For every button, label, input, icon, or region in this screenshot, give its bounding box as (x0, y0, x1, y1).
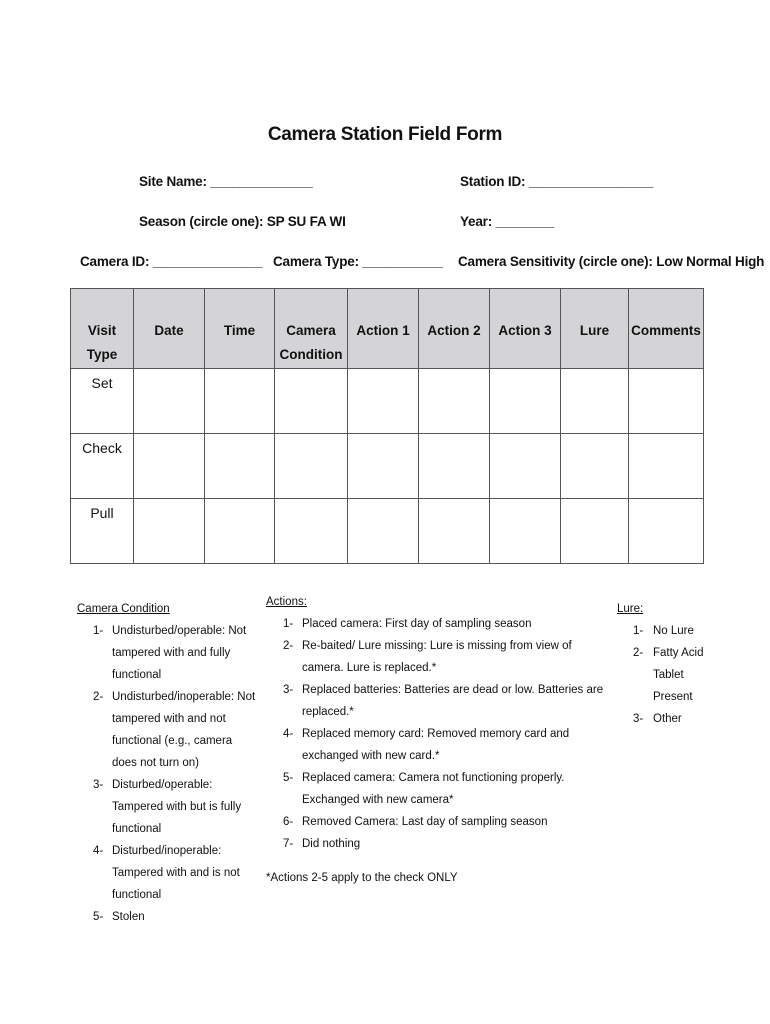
item-text: Did nothing (302, 838, 361, 850)
camera-condition-legend (77, 598, 257, 928)
item-number: 2- (93, 691, 104, 703)
item-text: Disturbed/inoperable: Tampered with and is not functional (112, 845, 240, 901)
list-item (93, 774, 257, 840)
column-header: Action 2 (419, 289, 490, 369)
list-item (283, 613, 606, 635)
item-number: 4- (93, 845, 104, 857)
list-item (633, 642, 707, 708)
table-cell[interactable] (205, 499, 275, 564)
table-cell[interactable] (275, 434, 348, 499)
actions-legend (266, 591, 606, 889)
item-number: 2- (633, 647, 644, 659)
item-text: Fatty Acid Tablet Present (653, 647, 704, 703)
camera-sensitivity-field[interactable]: Camera Sensitivity (circle one): Low Normal High (458, 254, 765, 269)
visit-type-cell: Set (71, 369, 134, 434)
table-cell[interactable] (205, 434, 275, 499)
table-cell[interactable] (561, 434, 629, 499)
season-field[interactable]: Season (circle one): SP SU FA WI (139, 214, 346, 229)
table-cell[interactable] (134, 499, 205, 564)
list-item (93, 686, 257, 774)
item-number: 1- (93, 625, 104, 637)
list-item (633, 620, 707, 642)
table-cell[interactable] (419, 434, 490, 499)
table-cell[interactable] (490, 434, 561, 499)
item-text: No Lure (653, 625, 694, 637)
list-item (283, 635, 606, 679)
list-item (283, 811, 606, 833)
item-text: Replaced camera: Camera not functioning properly. Exchanged with new camera* (302, 772, 565, 806)
camera-id-field[interactable]: Camera ID: _______________ (80, 254, 263, 269)
list-item (93, 906, 257, 928)
visit-type-cell: Check (71, 434, 134, 499)
table-cell[interactable] (348, 434, 419, 499)
table-cell[interactable] (490, 499, 561, 564)
table-cell[interactable] (205, 369, 275, 434)
table-cell[interactable] (275, 499, 348, 564)
column-header: Action 1 (348, 289, 419, 369)
table-cell[interactable] (561, 499, 629, 564)
table-cell[interactable] (629, 369, 704, 434)
lure-legend (617, 598, 707, 730)
column-header: Camera Condition (275, 289, 348, 369)
item-text: Re-baited/ Lure missing: Lure is missing from view of camera. Lure is replaced.* (302, 640, 572, 674)
site-name-field[interactable]: Site Name: ______________ (139, 174, 313, 189)
list-item (93, 620, 257, 686)
form-title: Camera Station Field Form (267, 124, 503, 145)
actions-heading: Actions: (266, 596, 307, 608)
item-number: 1- (283, 618, 294, 630)
table-row (71, 434, 704, 499)
item-number: 3- (283, 684, 294, 696)
column-header: Visit Type (71, 289, 134, 369)
table-cell[interactable] (419, 369, 490, 434)
visit-type-cell: Pull (71, 499, 134, 564)
item-number: 1- (633, 625, 644, 637)
column-header: Time (205, 289, 275, 369)
column-header: Action 3 (490, 289, 561, 369)
column-header: Comments (629, 289, 704, 369)
item-text: Other (653, 713, 682, 725)
item-number: 5- (93, 911, 104, 923)
item-text: Replaced batteries: Batteries are dead or low. Batteries are replaced.* (302, 684, 604, 718)
actions-note: *Actions 2-5 apply to the check ONLY (266, 872, 458, 884)
table-header-row (71, 289, 704, 369)
station-id-field[interactable]: Station ID: _________________ (460, 174, 654, 189)
list-item (283, 767, 606, 811)
item-number: 7- (283, 838, 294, 850)
column-header: Lure (561, 289, 629, 369)
column-header: Date (134, 289, 205, 369)
item-number: 4- (283, 728, 294, 740)
item-number: 6- (283, 816, 294, 828)
visit-table (70, 288, 704, 564)
table-cell[interactable] (629, 434, 704, 499)
item-number: 2- (283, 640, 294, 652)
lure-heading: Lure: (617, 603, 644, 615)
list-item (283, 723, 606, 767)
table-cell[interactable] (348, 499, 419, 564)
item-number: 5- (283, 772, 294, 784)
item-text: Disturbed/operable: Tampered with but is fully functional (112, 779, 242, 835)
item-text: Undisturbed/operable: Not tampered with and fully functional (112, 625, 247, 681)
year-field[interactable]: Year: ________ (460, 214, 555, 229)
camera-type-field[interactable]: Camera Type: ___________ (273, 254, 443, 269)
table-cell[interactable] (419, 499, 490, 564)
item-text: Undisturbed/inoperable: Not tampered with and not functional (e.g., camera does not turn on) (112, 691, 256, 769)
table-cell[interactable] (348, 369, 419, 434)
table-cell[interactable] (275, 369, 348, 434)
list-item (633, 708, 707, 730)
table-cell[interactable] (629, 499, 704, 564)
item-text: Placed camera: First day of sampling season (302, 618, 532, 630)
table-row (71, 369, 704, 434)
list-item (283, 833, 606, 855)
camera-condition-heading: Camera Condition (77, 603, 170, 615)
list-item (93, 840, 257, 906)
table-row (71, 499, 704, 564)
item-text: Removed Camera: Last day of sampling season (302, 816, 548, 828)
item-number: 3- (633, 713, 644, 725)
table-cell[interactable] (134, 369, 205, 434)
list-item (283, 679, 606, 723)
table-cell[interactable] (561, 369, 629, 434)
item-text: Stolen (112, 911, 145, 923)
table-cell[interactable] (490, 369, 561, 434)
item-text: Replaced memory card: Removed memory card and exchanged with new card.* (302, 728, 570, 762)
item-number: 3- (93, 779, 104, 791)
table-cell[interactable] (134, 434, 205, 499)
